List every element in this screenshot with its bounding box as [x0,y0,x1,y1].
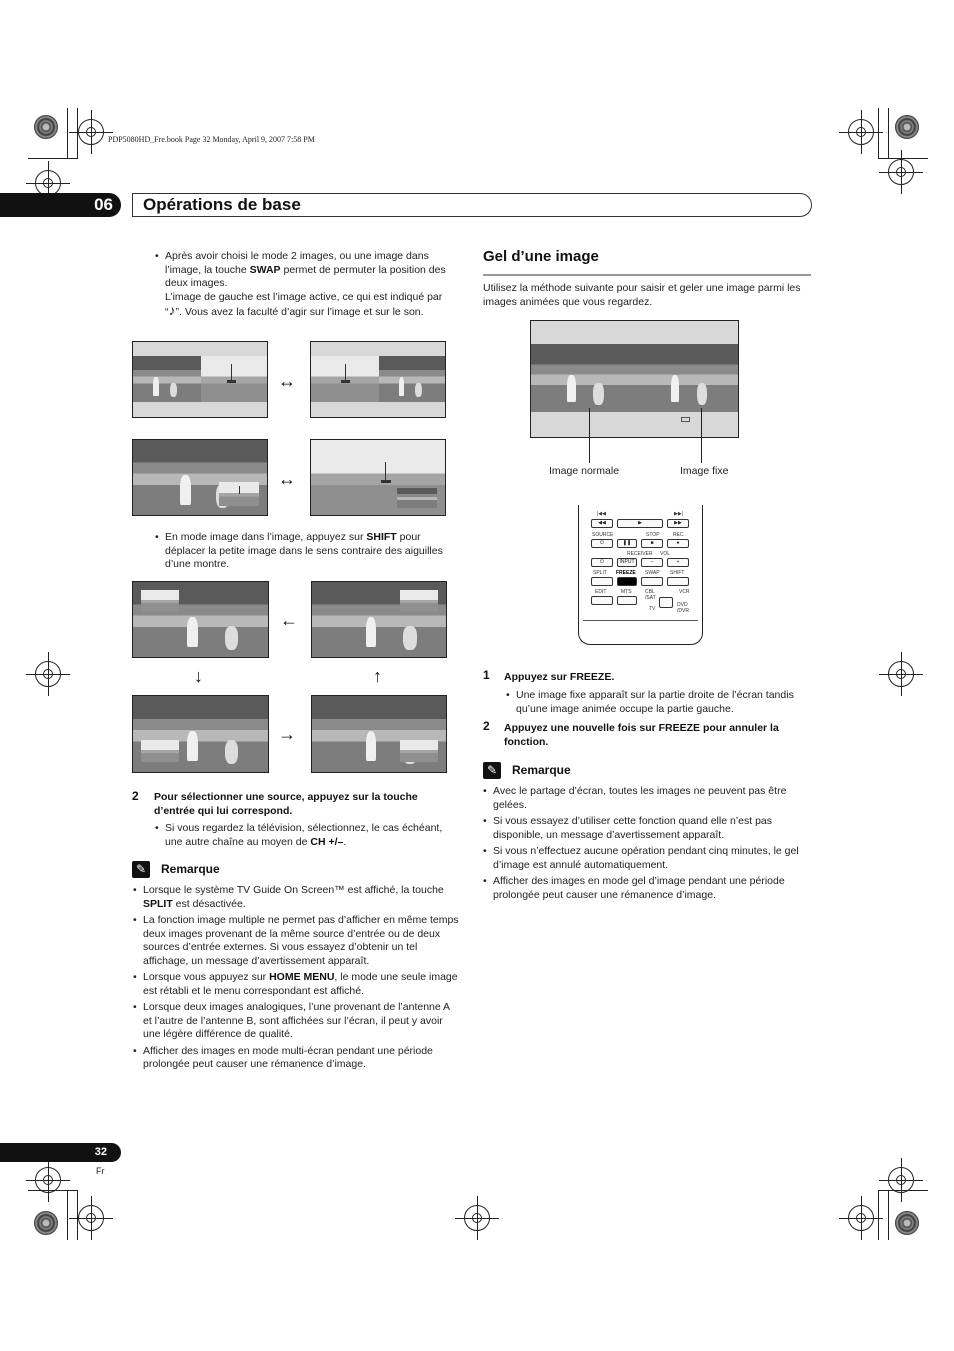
registration-mark-icon [464,1205,490,1231]
registration-mark-icon [35,1167,61,1193]
registration-mark-icon [848,1205,874,1231]
note-title: Remarque [161,862,220,876]
remote-control: |◀◀ ▶▶| ◀◀ ▶ ▶▶ SOURCE STOP REC ⏻ ❚❚ ■ ● RECEIVER VOL ⏻ INPUT – + SPLIT FREEZE SWAP SHIFT EDIT MTS CBL /SAT VCR TV DVD /DVR [578,505,703,645]
note-item: • Si vous essayez d’utiliser cette fonction quand elle n’est pas disponible, un message d’avertissement apparaît. [483,815,772,841]
receiver-power-button[interactable]: ⏻ [591,558,613,567]
mode-switch[interactable] [659,597,673,608]
step-text: Appuyez une nouvelle fois sur FREEZE pour annuler la fonction. [504,722,779,748]
step-number: 2 [483,719,490,733]
freeze-screen [530,320,739,438]
registration-mark-icon [888,661,914,687]
step-number: 1 [483,668,490,682]
note-pencil-icon: ✎ [132,861,150,878]
registration-disc-icon [34,115,58,139]
label-image-normale: Image normale [549,465,620,477]
note-item: • Lorsque le système TV Guide On Screen™ est affiché, la touche SPLIT est désactivée. [133,884,444,910]
pause-button[interactable]: ❚❚ [617,539,637,548]
note-list [483,785,811,905]
step-number: 2 [132,789,139,803]
shift-key: SHIFT [366,531,397,543]
chapter-number: 06 [0,193,121,217]
page-number: 32 [0,1143,121,1162]
pip-bottom-left [132,695,269,773]
note-item: • Afficher des images en mode gel d’image pendant une période prolongée peut causer une rémanence d’image. [483,875,785,901]
freeze-indicator-icon [681,417,690,422]
registration-mark-icon [35,661,61,687]
registration-mark-icon [78,119,104,145]
pip-top-right [311,581,447,658]
swap-arrow-icon: ↔ [278,469,296,489]
step2-sub-bullet: • Si vous regardez la télévision, sélectionnez, le cas échéant, une autre chaîne au moyen de CH +/–. [155,822,443,848]
stop-button[interactable]: ■ [641,539,663,548]
section-title: Gel d’une image [483,248,599,265]
skip-back-icon: |◀◀ [597,511,606,517]
pip-screen-after [310,439,446,516]
shift-bullet: • En mode image dans l’image, appuyez sur SHIFT pour déplacer la petite image dans le sens contraire des aiguilles d’une montre. [155,531,443,570]
split-button[interactable] [591,577,613,586]
registration-disc-icon [895,115,919,139]
pip-bottom-right [311,695,447,773]
swap-arrow-icon: ↔ [278,371,296,391]
registration-mark-icon [848,119,874,145]
section-rule [483,274,811,276]
mts-button[interactable] [617,596,637,605]
note-item: • Avec le partage d’écran, toutes les images ne peuvent pas être gelées. [483,785,787,811]
vol-up-button[interactable]: + [667,558,689,567]
step-text: Appuyez sur FREEZE. [504,671,615,683]
rec-button[interactable]: ● [667,539,689,548]
pip-top-left [132,581,269,658]
input-button[interactable]: INPUT [617,558,637,567]
source-power-button[interactable]: ⏻ [591,539,613,548]
note-item: • Lorsque deux images analogiques, l’une provenant de l’antenne A et l’autre de l’antenne B, sont affichées sur l’écran, il peut y avoir une légère différence de qualité. [133,1001,450,1040]
step-text: Pour sélectionner une source, appuyez sur la touche d’entrée qui lui correspond. [154,791,418,817]
fast-forward-button[interactable]: ▶▶ [667,519,689,528]
language-code: Fr [96,1166,105,1176]
label-image-fixe: Image fixe [680,465,729,477]
note-item: • Afficher des images en mode multi-écran pendant une période prolongée peut causer une rémanence d’image. [133,1044,433,1070]
rewind-button[interactable]: ◀◀ [591,519,613,528]
note-list [133,884,459,1075]
split-screen-before [132,341,268,418]
chapter-title: Opérations de base [132,193,812,217]
swap-button[interactable] [641,577,663,586]
split-screen-after [310,341,446,418]
section-intro: Utilisez la méthode suivante pour saisir et geler une image parmi les images animées que vous regardez. [483,282,801,308]
registration-mark-icon [888,1167,914,1193]
note-pencil-icon: ✎ [483,762,501,779]
edit-button[interactable] [591,596,613,605]
note-item: • Lorsque vous appuyez sur HOME MENU, le mode une seule image est rétabli et le menu correspondant est affiché. [133,971,458,997]
note-item: • La fonction image multiple ne permet pas d’afficher en même temps deux images provenant de la même source d’entrée ou de deux sources d’entrée externes. Si vous essayez d’obtenir un tel affichage, un message d’avertissement apparaît. [133,914,459,967]
note-item: • Si vous n’effectuez aucune opération pendant cinq minutes, le gel d’image est annulé automatiquement. [483,845,799,871]
file-info: PDP5080HD_Fre.book Page 32 Monday, April 9, 2007 7:58 PM [108,135,315,144]
arrow-left-icon: ← [280,610,298,630]
arrow-down-icon: ↓ [194,666,203,686]
remote-divider [583,620,698,621]
skip-forward-icon: ▶▶| [674,511,683,517]
pip-screen-before [132,439,268,516]
arrow-right-icon: → [278,724,296,744]
speaker-note-icon: ♪ [168,302,176,318]
freeze-button[interactable] [617,577,637,586]
swap-bullet: • Après avoir choisi le mode 2 images, ou une image dans l’image, la touche SWAP permet de permuter la position des deux images. L’image de gauche est l’image active, ce qui est indiqué par “♪”. Vous avez la faculté d’agir sur l’image et sur le son. [155,250,446,318]
play-button[interactable]: ▶ [617,519,663,528]
swap-key: SWAP [249,263,281,276]
registration-disc-icon [34,1211,58,1235]
step1-sub-bullet: • Une image fixe apparaît sur la partie droite de l’écran tandis qu’une image animée occupe la partie gauche. [506,689,794,715]
registration-mark-icon [888,159,914,185]
callout-line [701,408,702,463]
note-title: Remarque [512,763,571,777]
registration-mark-icon [78,1205,104,1231]
shift-button[interactable] [667,577,689,586]
arrow-up-icon: ↑ [373,666,382,686]
registration-disc-icon [895,1211,919,1235]
vol-down-button[interactable]: – [641,558,663,567]
callout-line [589,408,590,463]
